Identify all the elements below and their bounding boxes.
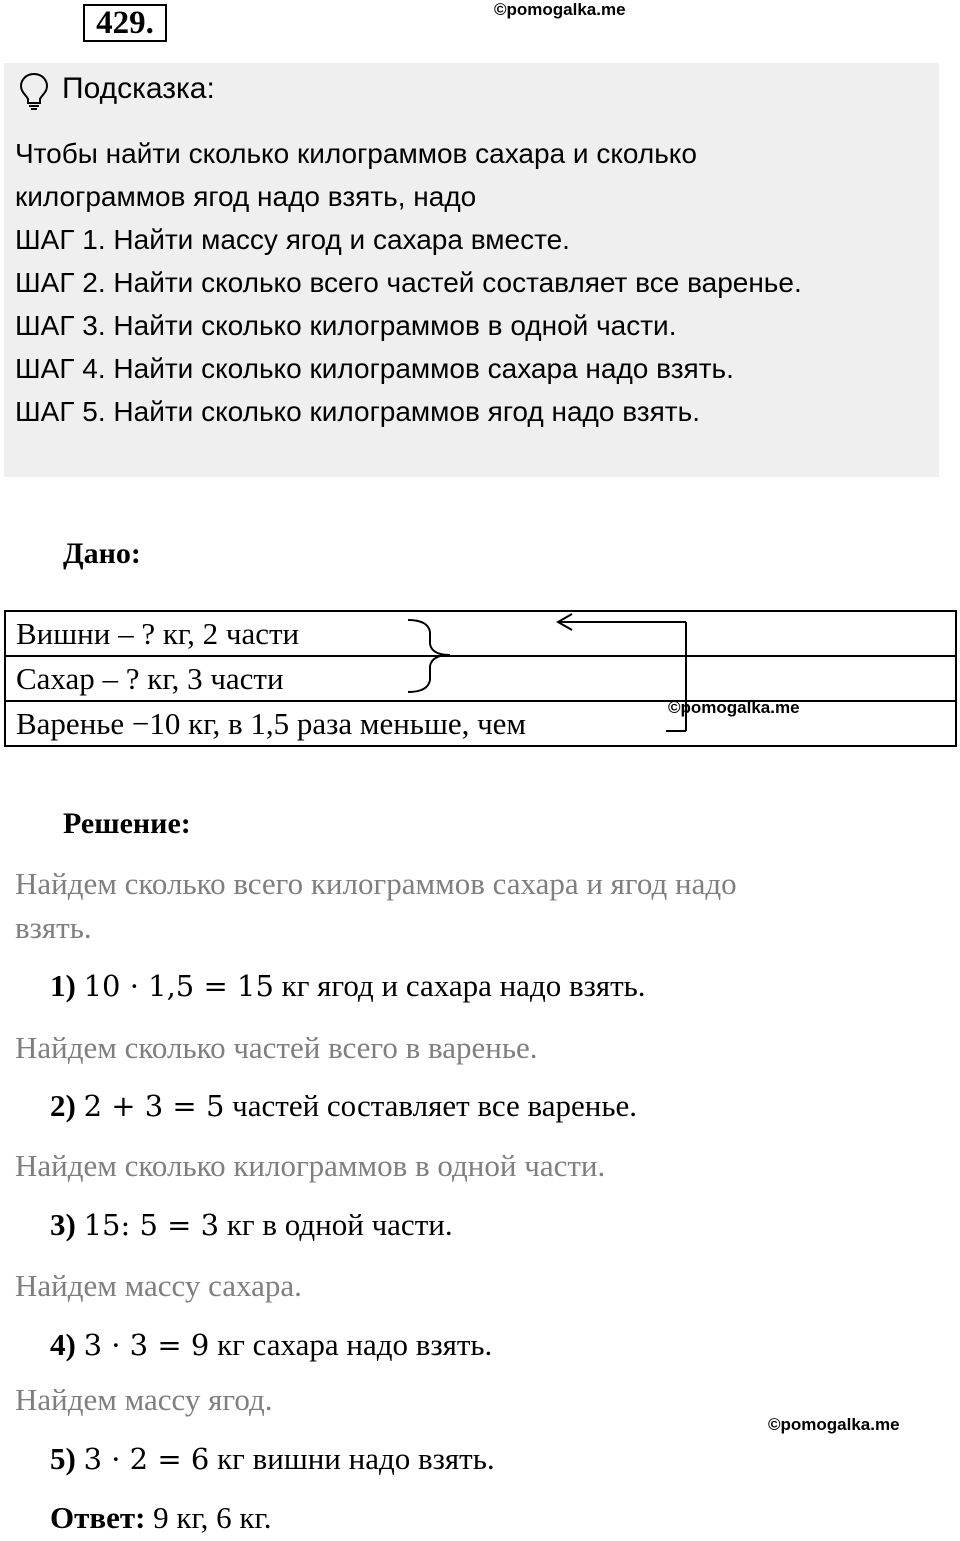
step-expression: 15: 5 = 3: [83, 1208, 220, 1242]
step-text: кг ягод и сахара надо взять.: [273, 968, 646, 1003]
given-title: Дано:: [63, 537, 141, 570]
hint-title: Подсказка:: [62, 72, 215, 105]
given-cell: Сахар – ? кг, 3 части: [5, 656, 956, 701]
answer: [50, 1500, 271, 1536]
step-number: 4): [50, 1327, 76, 1362]
step-expression: 10 · 1,5 = 15: [83, 969, 274, 1003]
step-number: 1): [50, 968, 76, 1003]
solution-comment: Найдем сколько частей всего в варенье.: [15, 1030, 538, 1065]
lightbulb-icon: [18, 71, 50, 111]
hint-step: [15, 310, 676, 342]
step-number: 2): [50, 1088, 76, 1123]
watermark: ©pomogalka.me: [768, 1415, 900, 1434]
step-text: Найти сколько всего частей составляет все варенье.: [105, 267, 802, 298]
watermark: ©pomogalka.me: [494, 0, 626, 19]
hint-step: [15, 224, 570, 256]
hint-intro-line: Чтобы найти сколько килограммов сахара и сколько: [15, 138, 697, 169]
hint-step: [15, 353, 734, 385]
answer-text: 9 кг, 6 кг.: [145, 1500, 272, 1535]
solution-comment: Найдем массу сахара.: [15, 1268, 302, 1303]
solution-comment: Найдем сколько килограммов в одной части.: [15, 1148, 606, 1183]
solution-step: [50, 1327, 492, 1363]
solution-step: [50, 968, 646, 1004]
step-text: Найти сколько килограммов в одной части.: [105, 310, 677, 341]
step-label: ШАГ 3.: [15, 310, 106, 341]
solution-step: [50, 1088, 637, 1124]
solution-title: Решение:: [63, 807, 191, 840]
step-text: Найти массу ягод и сахара вместе.: [105, 224, 570, 255]
step-expression: 3 · 2 = 6: [83, 1442, 210, 1476]
step-label: ШАГ 4.: [15, 353, 106, 384]
step-text: Найти сколько килограммов ягод надо взять.: [105, 396, 700, 427]
step-label: ШАГ 5.: [15, 396, 106, 427]
given-bracket-arrow: [0, 600, 960, 760]
hint-step: [15, 396, 700, 428]
step-text: Найти сколько килограммов сахара надо взять.: [105, 353, 734, 384]
step-number: 3): [50, 1207, 76, 1242]
step-expression: 3 · 3 = 9: [83, 1328, 210, 1362]
step-text: кг сахара надо взять.: [209, 1327, 493, 1362]
solution-step: [50, 1207, 453, 1243]
hint-intro-line: килограммов ягод надо взять, надо: [15, 181, 477, 212]
solution-comment: Найдем массу ягод.: [15, 1382, 273, 1417]
solution-step: [50, 1441, 495, 1477]
step-text: кг в одной части.: [219, 1207, 453, 1242]
step-expression: 2 + 3 = 5: [83, 1089, 225, 1123]
task-number: 429.: [83, 4, 167, 42]
answer-label: Ответ:: [50, 1500, 146, 1535]
step-text: кг вишни надо взять.: [209, 1441, 495, 1476]
step-text: частей составляет все варенье.: [224, 1088, 637, 1123]
step-label: ШАГ 1.: [15, 224, 106, 255]
step-label: ШАГ 2.: [15, 267, 106, 298]
step-number: 5): [50, 1441, 76, 1476]
given-cell: Варенье −10 кг, в 1,5 раза меньше, чем: [5, 701, 956, 746]
hint-step: [15, 267, 802, 299]
given-cell: Вишни – ? кг, 2 части: [5, 611, 956, 656]
solution-comment: Найдем сколько всего килограммов сахара и ягод надо: [15, 866, 737, 901]
watermark: ©pomogalka.me: [668, 698, 800, 717]
solution-comment: взять.: [15, 910, 92, 945]
